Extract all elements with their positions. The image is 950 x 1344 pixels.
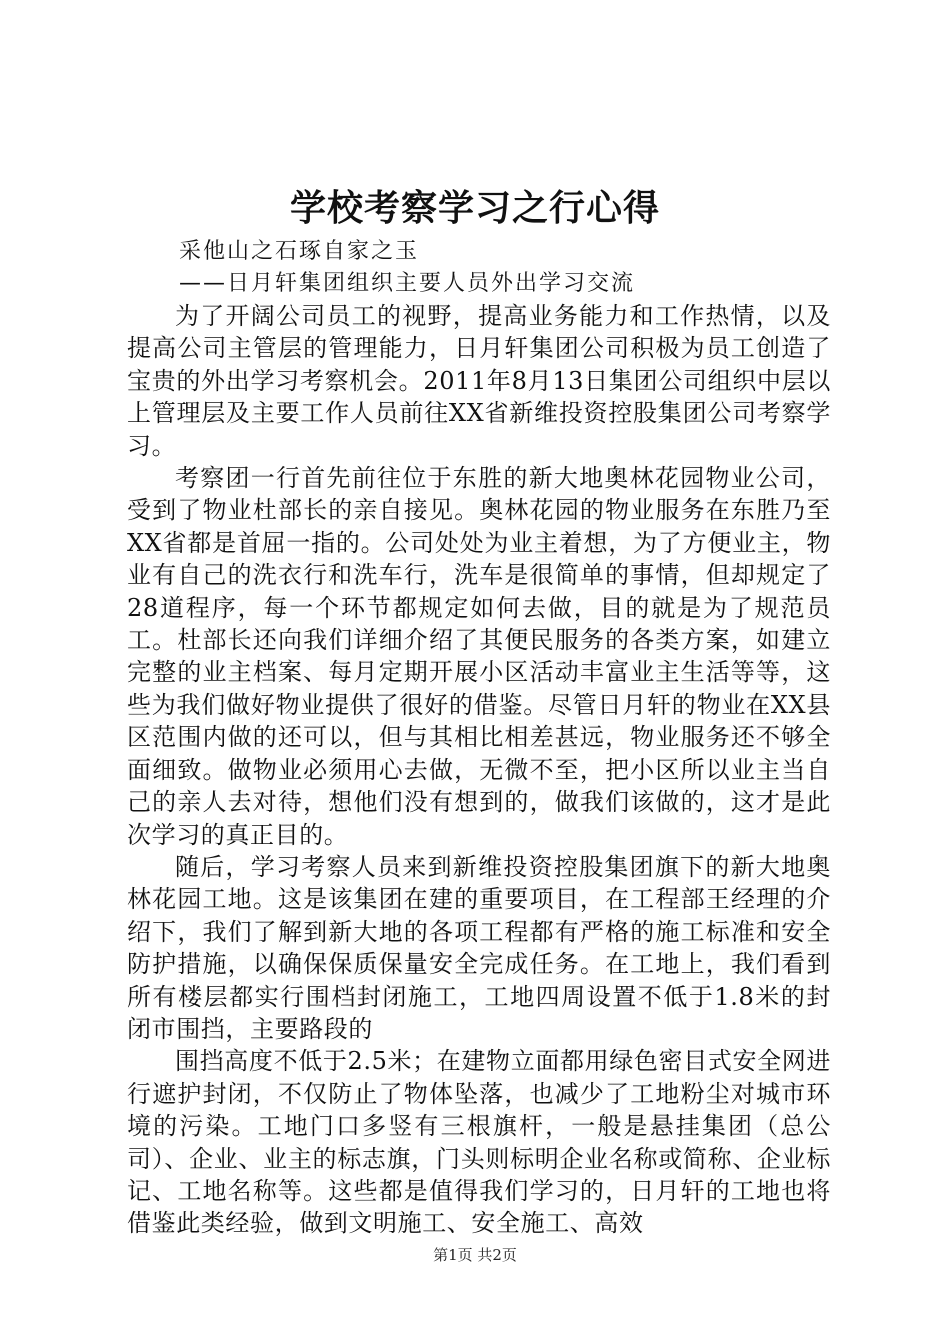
paragraph-1: 为了开阔公司员工的视野，提高业务能力和工作热情，以及提高公司主管层的管理能力，日月轩集团公司积极为员工创造了宝贵的外出学习考察机会。2011年8月13日集团公司组织中层以上管理层及主要工作人员前往XX省新维投资控股集团公司考察学习。: [127, 302, 831, 460]
page-number: 第1页 共2页: [433, 1246, 517, 1264]
document-title: 学校考察学习之行心得: [289, 187, 660, 229]
paragraph-3: 随后，学习考察人员来到新维投资控股集团旗下的新大地奥林花园工地。这是该集团在建的重要项目，在工程部王经理的介绍下，我们了解到新大地的各项工程都有严格的施工标准和安全防护措施，以确保保质保量安全完成任务。在工地上，我们看到所有楼层都实行围档封闭施工，工地四周设置不低于1.8米的封闭市围挡，主要路段的: [127, 852, 831, 1043]
paragraph-2: 考察团一行首先前往位于东胜的新大地奥林花园物业公司，受到了物业杜部长的亲自接见。奥林花园的物业服务在东胜乃至XX省都是首屈一指的。公司处处为业主着想，为了方便业主，物业有自己的洗衣行和洗车行，洗车是很简单的事情，但却规定了28道程序，每一个环节都规定如何去做，目的就是为了规范员工。杜部长还向我们详细介绍了其便民服务的各类方案，如建立完整的业主档案、每月定期开展小区活动丰富业主生活等等，这些为我们做好物业提供了很好的借鉴。尽管日月轩的物业在XX县区范围内做的还可以，但与其相比相差甚远，物业服务还不够全面细致。做物业必须用心去做，无微不至，把小区所以业主当自己的亲人去对待，想他们没有想到的，做我们该做的，这才是此次学习的真正目的。: [127, 464, 831, 849]
document-body: [127, 236, 831, 1240]
subtitle-line-2: ——日月轩集团组织主要人员外出学习交流: [179, 271, 636, 296]
subtitle-line-1: 采他山之石琢自家之玉: [179, 239, 420, 264]
paragraph-4: 围挡高度不低于2.5米；在建物立面都用绿色密目式安全网进行遮护封闭，不仅防止了物体坠落，也减少了工地粉尘对城市环境的污染。工地门口多竖有三根旗杆，一般是悬挂集团（总公司）、企业、业主的标志旗，门头则标明企业名称或简称、企业标记、工地名称等。这些都是值得我们学习的，日月轩的工地也将借鉴此类经验，做到文明施工、安全施工、高效: [127, 1047, 831, 1238]
